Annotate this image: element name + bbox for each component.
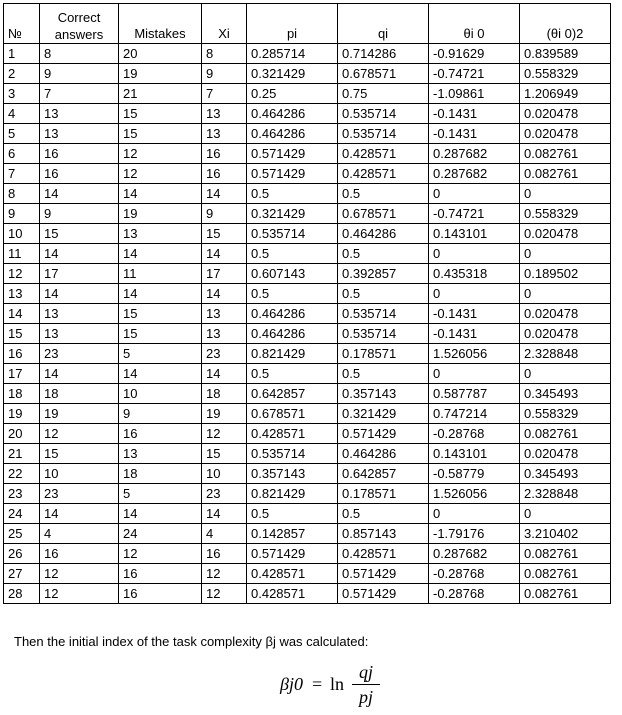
cell-q: 0.5: [338, 364, 429, 384]
cell-correct: 16: [40, 144, 119, 164]
table-row: [4, 124, 611, 144]
cell-p: 0.642857: [247, 384, 338, 404]
cell-x: 10: [202, 464, 247, 484]
cell-theta: 1.526056: [429, 344, 520, 364]
cell-no: 10: [4, 224, 40, 244]
table-row: [4, 284, 611, 304]
cell-mistakes: 20: [119, 44, 202, 64]
cell-no: 7: [4, 164, 40, 184]
table-row: [4, 564, 611, 584]
formula-numerator: qj: [358, 662, 373, 682]
cell-theta: -0.1431: [429, 124, 520, 144]
cell-q: 0.5: [338, 284, 429, 304]
header-mistakes: Mistakes: [119, 4, 202, 44]
cell-theta: -0.91629: [429, 44, 520, 64]
cell-x: 16: [202, 144, 247, 164]
cell-theta: 0: [429, 184, 520, 204]
cell-p: 0.535714: [247, 224, 338, 244]
cell-no: 26: [4, 544, 40, 564]
table-row: [4, 344, 611, 364]
cell-correct: 14: [40, 284, 119, 304]
cell-x: 14: [202, 364, 247, 384]
cell-correct: 8: [40, 44, 119, 64]
cell-x: 7: [202, 84, 247, 104]
cell-x: 4: [202, 524, 247, 544]
table-row: [4, 104, 611, 124]
cell-theta-squared: 0.020478: [520, 324, 611, 344]
cell-no: 23: [4, 484, 40, 504]
cell-x: 18: [202, 384, 247, 404]
table-row: [4, 444, 611, 464]
cell-p: 0.428571: [247, 564, 338, 584]
cell-p: 0.535714: [247, 444, 338, 464]
cell-theta: -0.74721: [429, 64, 520, 84]
cell-mistakes: 16: [119, 564, 202, 584]
cell-no: 6: [4, 144, 40, 164]
cell-no: 1: [4, 44, 40, 64]
cell-q: 0.392857: [338, 264, 429, 284]
cell-q: 0.178571: [338, 344, 429, 364]
cell-x: 17: [202, 264, 247, 284]
header-q: qi: [338, 4, 429, 44]
cell-theta-squared: 0.082761: [520, 584, 611, 604]
cell-mistakes: 5: [119, 484, 202, 504]
header-correct-line2: answers: [54, 27, 104, 42]
cell-theta: 0.143101: [429, 444, 520, 464]
cell-p: 0.428571: [247, 584, 338, 604]
results-table: [3, 3, 611, 604]
cell-p: 0.607143: [247, 264, 338, 284]
cell-x: 16: [202, 164, 247, 184]
cell-q: 0.571429: [338, 564, 429, 584]
cell-mistakes: 14: [119, 364, 202, 384]
formula-denominator: pj: [358, 687, 373, 707]
cell-p: 0.142857: [247, 524, 338, 544]
cell-no: 22: [4, 464, 40, 484]
cell-p: 0.464286: [247, 124, 338, 144]
cell-correct: 13: [40, 324, 119, 344]
cell-mistakes: 18: [119, 464, 202, 484]
cell-q: 0.571429: [338, 584, 429, 604]
table-row: [4, 164, 611, 184]
cell-correct: 10: [40, 464, 119, 484]
header-correct-answers: [40, 4, 119, 44]
table-row: [4, 204, 611, 224]
cell-x: 23: [202, 484, 247, 504]
cell-p: 0.428571: [247, 424, 338, 444]
cell-correct: 14: [40, 244, 119, 264]
cell-correct: 12: [40, 424, 119, 444]
cell-mistakes: 15: [119, 104, 202, 124]
cell-p: 0.821429: [247, 484, 338, 504]
cell-theta-squared: 0.082761: [520, 424, 611, 444]
formula-equals: =: [312, 674, 323, 694]
table-row: [4, 484, 611, 504]
table-row: [4, 424, 611, 444]
cell-q: 0.5: [338, 504, 429, 524]
cell-theta: 0: [429, 284, 520, 304]
cell-p: 0.285714: [247, 44, 338, 64]
formula-lhs: βj0: [280, 674, 303, 694]
table-body: [4, 44, 611, 604]
cell-theta-squared: 0: [520, 244, 611, 264]
cell-theta: 0.143101: [429, 224, 520, 244]
cell-no: 11: [4, 244, 40, 264]
cell-q: 0.571429: [338, 424, 429, 444]
table-row: [4, 324, 611, 344]
table-row: [4, 144, 611, 164]
cell-correct: 13: [40, 104, 119, 124]
table-row: [4, 364, 611, 384]
fraction-bar: [352, 684, 380, 685]
cell-correct: 18: [40, 384, 119, 404]
header-theta: θi 0: [429, 4, 520, 44]
cell-mistakes: 15: [119, 324, 202, 344]
cell-no: 12: [4, 264, 40, 284]
cell-mistakes: 13: [119, 444, 202, 464]
cell-theta-squared: 1.206949: [520, 84, 611, 104]
cell-x: 14: [202, 184, 247, 204]
cell-q: 0.428571: [338, 144, 429, 164]
cell-theta: -0.1431: [429, 304, 520, 324]
cell-mistakes: 14: [119, 504, 202, 524]
cell-theta-squared: 0.082761: [520, 564, 611, 584]
cell-theta-squared: 0.082761: [520, 164, 611, 184]
caption-text: Then the initial index of the task complexity βj was calculated:: [14, 634, 369, 649]
cell-p: 0.678571: [247, 404, 338, 424]
cell-theta-squared: 0.020478: [520, 124, 611, 144]
cell-theta-squared: 3.210402: [520, 524, 611, 544]
cell-x: 8: [202, 44, 247, 64]
table-row: [4, 44, 611, 64]
cell-q: 0.535714: [338, 124, 429, 144]
cell-mistakes: 10: [119, 384, 202, 404]
cell-no: 3: [4, 84, 40, 104]
cell-no: 24: [4, 504, 40, 524]
cell-correct: 19: [40, 404, 119, 424]
table-row: [4, 384, 611, 404]
cell-no: 4: [4, 104, 40, 124]
cell-theta: 0: [429, 364, 520, 384]
cell-q: 0.678571: [338, 64, 429, 84]
cell-p: 0.571429: [247, 544, 338, 564]
cell-theta: 0.747214: [429, 404, 520, 424]
cell-theta-squared: 0.558329: [520, 404, 611, 424]
header-x: Xi: [202, 4, 247, 44]
cell-correct: 16: [40, 164, 119, 184]
cell-mistakes: 9: [119, 404, 202, 424]
cell-theta: -0.28768: [429, 584, 520, 604]
cell-p: 0.5: [247, 364, 338, 384]
cell-x: 13: [202, 124, 247, 144]
cell-p: 0.321429: [247, 204, 338, 224]
cell-theta: -0.1431: [429, 324, 520, 344]
cell-p: 0.821429: [247, 344, 338, 364]
cell-x: 16: [202, 544, 247, 564]
cell-x: 12: [202, 584, 247, 604]
cell-q: 0.714286: [338, 44, 429, 64]
cell-q: 0.357143: [338, 384, 429, 404]
cell-x: 12: [202, 564, 247, 584]
cell-theta-squared: 0.082761: [520, 144, 611, 164]
cell-theta: -0.1431: [429, 104, 520, 124]
cell-theta: 0: [429, 244, 520, 264]
cell-mistakes: 15: [119, 124, 202, 144]
table-row: [4, 504, 611, 524]
cell-x: 9: [202, 204, 247, 224]
cell-correct: 7: [40, 84, 119, 104]
cell-no: 25: [4, 524, 40, 544]
cell-q: 0.678571: [338, 204, 429, 224]
cell-p: 0.5: [247, 244, 338, 264]
cell-theta-squared: 0.558329: [520, 64, 611, 84]
cell-theta: -0.58779: [429, 464, 520, 484]
cell-x: 15: [202, 444, 247, 464]
table-row: [4, 184, 611, 204]
table-row: [4, 264, 611, 284]
cell-no: 28: [4, 584, 40, 604]
cell-theta: 0.287682: [429, 544, 520, 564]
cell-mistakes: 19: [119, 64, 202, 84]
cell-no: 5: [4, 124, 40, 144]
cell-theta: 0.287682: [429, 144, 520, 164]
cell-mistakes: 12: [119, 144, 202, 164]
cell-mistakes: 19: [119, 204, 202, 224]
cell-correct: 15: [40, 444, 119, 464]
cell-correct: 14: [40, 364, 119, 384]
cell-p: 0.571429: [247, 164, 338, 184]
cell-mistakes: 12: [119, 544, 202, 564]
cell-correct: 13: [40, 124, 119, 144]
table-row: [4, 84, 611, 104]
cell-correct: 9: [40, 204, 119, 224]
cell-no: 20: [4, 424, 40, 444]
beta-formula: [280, 662, 400, 710]
cell-theta-squared: 0.082761: [520, 544, 611, 564]
cell-theta-squared: 0: [520, 504, 611, 524]
cell-p: 0.464286: [247, 304, 338, 324]
formula-ln: ln: [330, 674, 345, 694]
table-row: [4, 524, 611, 544]
cell-x: 13: [202, 304, 247, 324]
cell-mistakes: 12: [119, 164, 202, 184]
cell-no: 9: [4, 204, 40, 224]
cell-q: 0.857143: [338, 524, 429, 544]
cell-no: 16: [4, 344, 40, 364]
cell-q: 0.535714: [338, 104, 429, 124]
cell-mistakes: 24: [119, 524, 202, 544]
cell-q: 0.428571: [338, 164, 429, 184]
cell-theta-squared: 0.345493: [520, 464, 611, 484]
cell-theta: 0.435318: [429, 264, 520, 284]
cell-theta: 0.287682: [429, 164, 520, 184]
cell-mistakes: 13: [119, 224, 202, 244]
cell-correct: 23: [40, 484, 119, 504]
cell-theta: -0.28768: [429, 564, 520, 584]
cell-mistakes: 11: [119, 264, 202, 284]
cell-p: 0.464286: [247, 104, 338, 124]
cell-no: 17: [4, 364, 40, 384]
cell-no: 21: [4, 444, 40, 464]
cell-q: 0.5: [338, 244, 429, 264]
table-row: [4, 304, 611, 324]
cell-q: 0.428571: [338, 544, 429, 564]
cell-mistakes: 14: [119, 184, 202, 204]
table-row: [4, 244, 611, 264]
table-header-row: [4, 4, 611, 44]
cell-theta-squared: 0.189502: [520, 264, 611, 284]
cell-correct: 14: [40, 504, 119, 524]
cell-theta-squared: 0.020478: [520, 104, 611, 124]
cell-x: 14: [202, 284, 247, 304]
cell-q: 0.5: [338, 184, 429, 204]
header-no: №: [4, 4, 40, 44]
cell-theta-squared: 0: [520, 364, 611, 384]
cell-theta-squared: 0.020478: [520, 304, 611, 324]
cell-x: 23: [202, 344, 247, 364]
cell-correct: 13: [40, 304, 119, 324]
cell-theta: 0: [429, 504, 520, 524]
cell-p: 0.321429: [247, 64, 338, 84]
cell-theta-squared: 0.020478: [520, 444, 611, 464]
cell-theta-squared: 0.839589: [520, 44, 611, 64]
table-row: [4, 64, 611, 84]
header-correct-line1: Correct: [57, 10, 101, 25]
cell-correct: 12: [40, 564, 119, 584]
cell-theta-squared: 0: [520, 284, 611, 304]
cell-p: 0.5: [247, 284, 338, 304]
header-theta-squared: (θi 0)2: [520, 4, 611, 44]
cell-p: 0.25: [247, 84, 338, 104]
cell-q: 0.75: [338, 84, 429, 104]
table-row: [4, 584, 611, 604]
cell-theta: -1.09861: [429, 84, 520, 104]
cell-mistakes: 16: [119, 584, 202, 604]
cell-q: 0.642857: [338, 464, 429, 484]
cell-no: 19: [4, 404, 40, 424]
cell-theta: -1.79176: [429, 524, 520, 544]
cell-correct: 17: [40, 264, 119, 284]
cell-q: 0.535714: [338, 304, 429, 324]
cell-correct: 15: [40, 224, 119, 244]
cell-mistakes: 16: [119, 424, 202, 444]
cell-p: 0.5: [247, 504, 338, 524]
cell-theta-squared: 2.328848: [520, 344, 611, 364]
cell-theta-squared: 0.020478: [520, 224, 611, 244]
cell-mistakes: 14: [119, 244, 202, 264]
table-row: [4, 544, 611, 564]
cell-p: 0.571429: [247, 144, 338, 164]
cell-correct: 16: [40, 544, 119, 564]
cell-mistakes: 5: [119, 344, 202, 364]
cell-correct: 12: [40, 584, 119, 604]
cell-x: 14: [202, 244, 247, 264]
cell-q: 0.178571: [338, 484, 429, 504]
cell-p: 0.5: [247, 184, 338, 204]
cell-no: 18: [4, 384, 40, 404]
cell-no: 15: [4, 324, 40, 344]
cell-theta-squared: 2.328848: [520, 484, 611, 504]
cell-mistakes: 14: [119, 284, 202, 304]
cell-theta-squared: 0: [520, 184, 611, 204]
table-row: [4, 464, 611, 484]
cell-x: 9: [202, 64, 247, 84]
cell-theta: -0.74721: [429, 204, 520, 224]
cell-correct: 14: [40, 184, 119, 204]
cell-no: 13: [4, 284, 40, 304]
cell-x: 12: [202, 424, 247, 444]
cell-x: 14: [202, 504, 247, 524]
cell-correct: 4: [40, 524, 119, 544]
cell-mistakes: 15: [119, 304, 202, 324]
cell-q: 0.321429: [338, 404, 429, 424]
cell-theta-squared: 0.558329: [520, 204, 611, 224]
cell-no: 8: [4, 184, 40, 204]
formula-fraction: [352, 662, 380, 708]
cell-x: 13: [202, 324, 247, 344]
cell-p: 0.357143: [247, 464, 338, 484]
cell-theta-squared: 0.345493: [520, 384, 611, 404]
cell-q: 0.535714: [338, 324, 429, 344]
header-p: pi: [247, 4, 338, 44]
cell-theta: 0.587787: [429, 384, 520, 404]
cell-correct: 9: [40, 64, 119, 84]
cell-no: 27: [4, 564, 40, 584]
cell-correct: 23: [40, 344, 119, 364]
cell-theta: -0.28768: [429, 424, 520, 444]
cell-no: 2: [4, 64, 40, 84]
cell-q: 0.464286: [338, 444, 429, 464]
cell-mistakes: 21: [119, 84, 202, 104]
cell-x: 13: [202, 104, 247, 124]
cell-q: 0.464286: [338, 224, 429, 244]
table-row: [4, 224, 611, 244]
cell-x: 15: [202, 224, 247, 244]
cell-no: 14: [4, 304, 40, 324]
cell-p: 0.464286: [247, 324, 338, 344]
cell-theta: 1.526056: [429, 484, 520, 504]
cell-x: 19: [202, 404, 247, 424]
table-row: [4, 404, 611, 424]
